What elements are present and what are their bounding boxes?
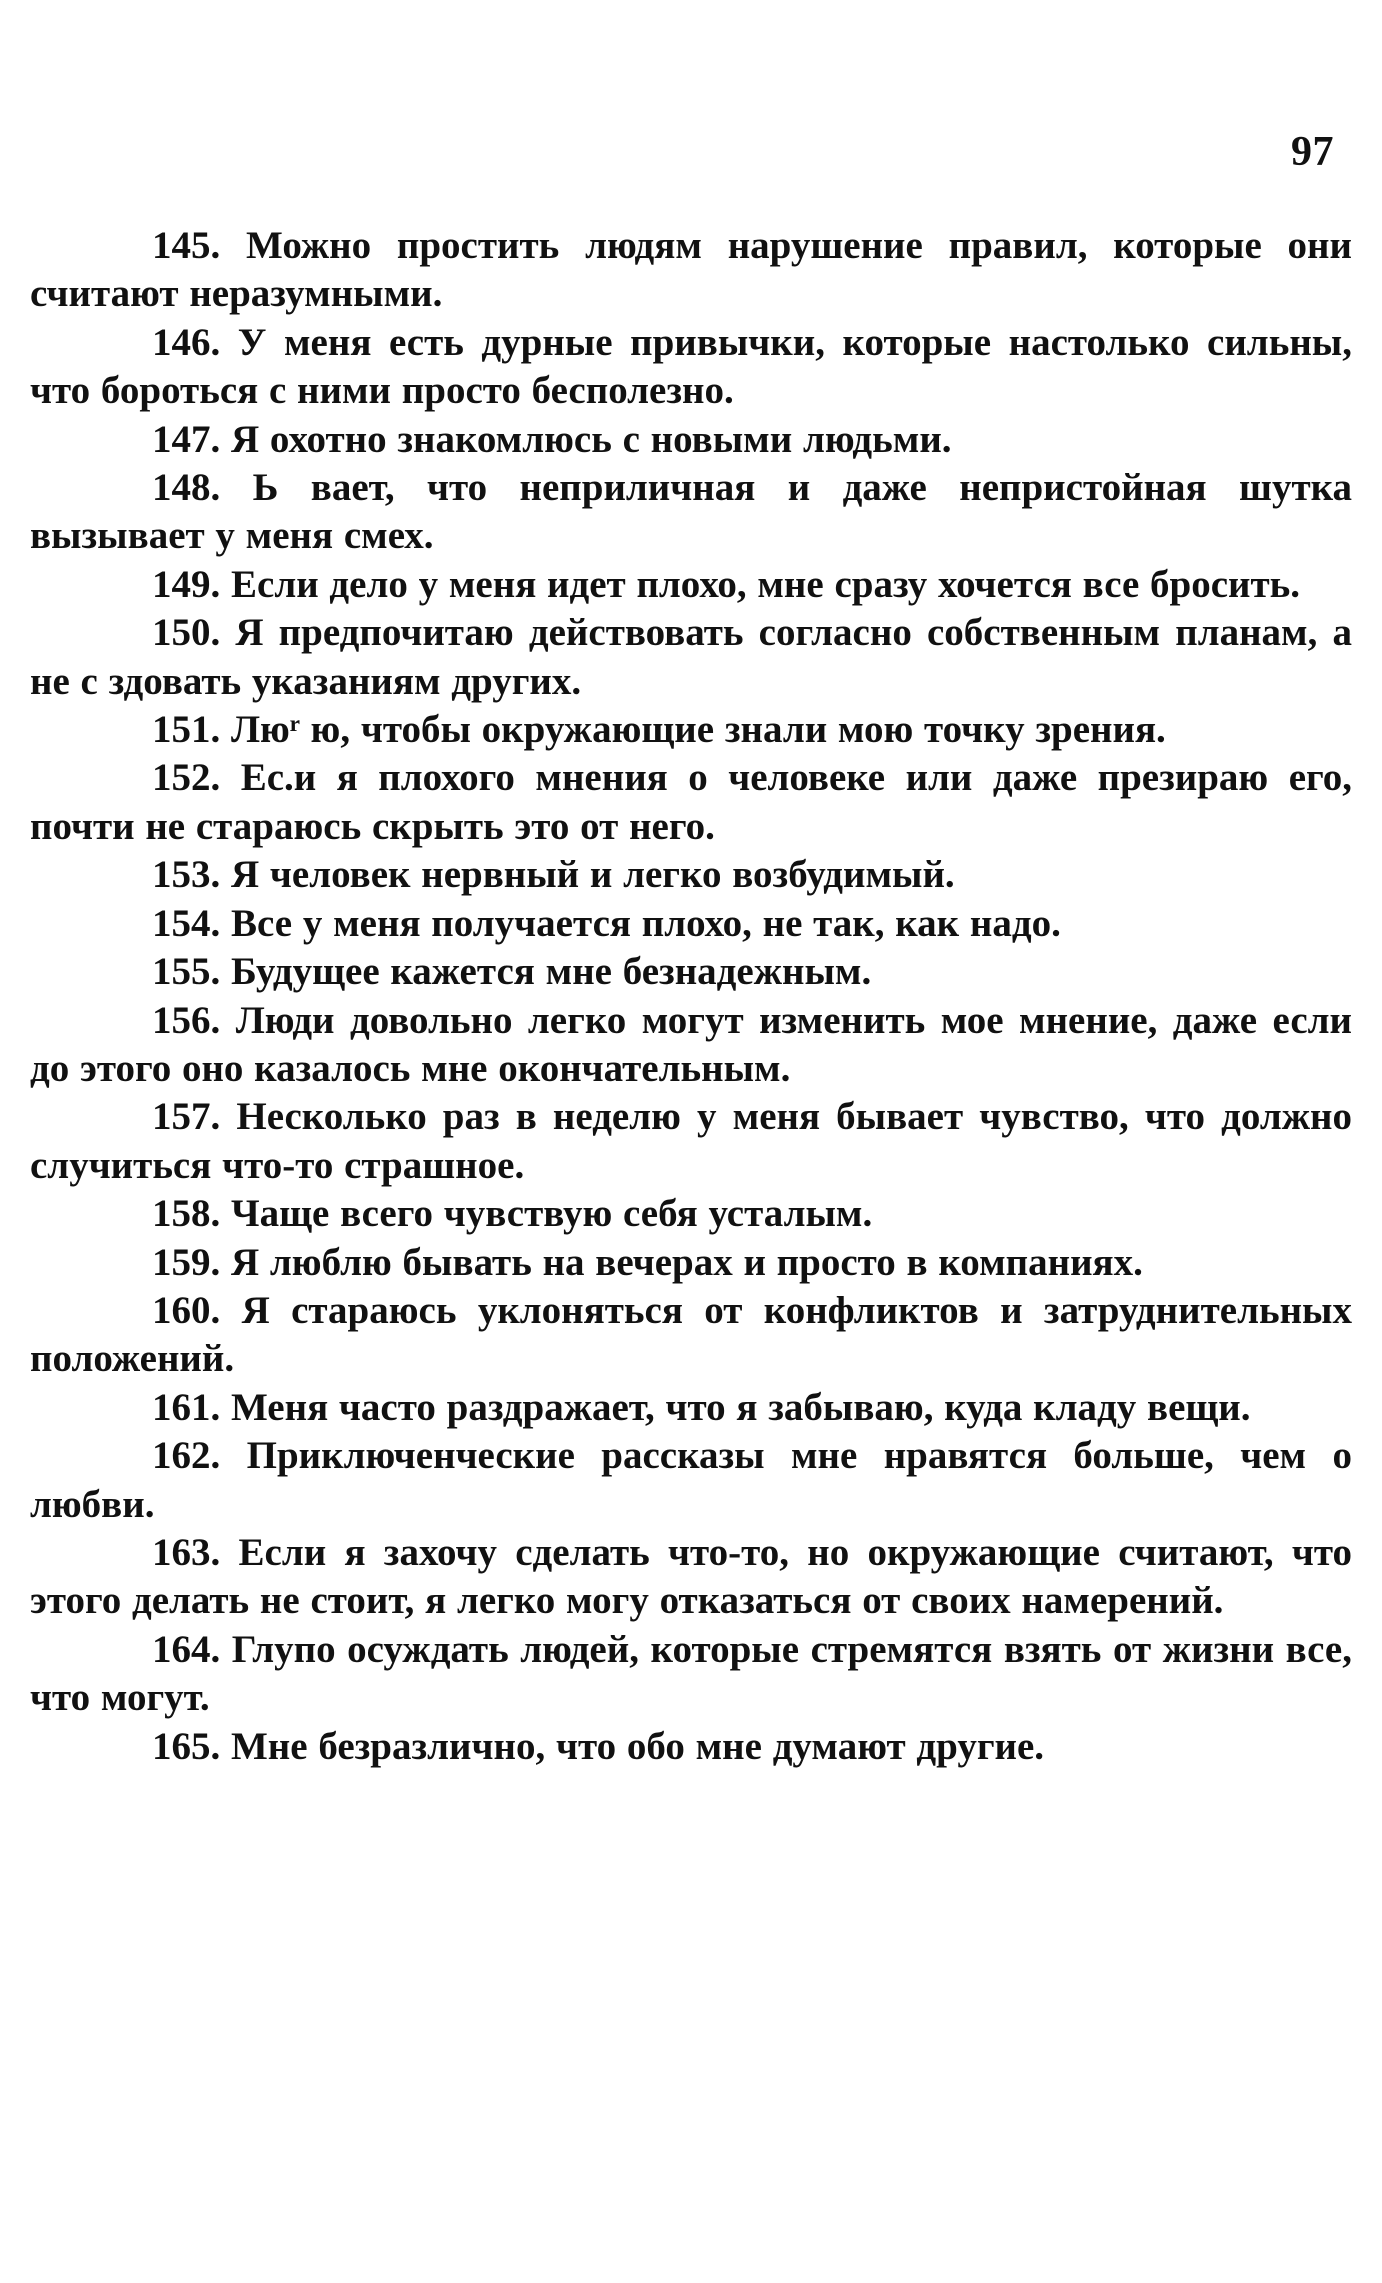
questionnaire-item: 160. Я стараюсь уклоняться от конфликтов и затруднительных положений.: [30, 1288, 1352, 1381]
questionnaire-item: 155. Будущее кажется мне безнадежным.: [152, 950, 872, 994]
questionnaire-item: 163. Если я захочу сделать что-то, но окружающие считают, что этого делать не стоит, я легко могу отказаться от своих намерений.: [30, 1530, 1352, 1623]
questionnaire-item: 165. Мне безразлично, что обо мне думают другие.: [152, 1724, 1045, 1768]
questionnaire-item: 148. Ь вает, что неприличная и даже непристойная шутка вызывает у меня смех.: [30, 466, 1352, 558]
questionnaire-item: 162. Приключенческие рассказы мне нравятся больше, чем о любви.: [30, 1434, 1352, 1526]
questionnaire-item: 158. Чаще всего чувствую себя усталым.: [152, 1192, 873, 1236]
questionnaire-item: 157. Несколько раз в неделю у меня бывает чувство, что должно случиться что-то страшное.: [30, 1095, 1352, 1187]
questionnaire-item: 151. Люʳ ю, чтобы окружающие знали мою точку зрения.: [152, 708, 1166, 752]
questionnaire-item: 161. Меня часто раздражает, что я забываю, куда кладу вещи.: [152, 1385, 1251, 1429]
questionnaire-item: 153. Я человек нервный и легко возбудимый.: [152, 853, 955, 897]
questionnaire-item: 150. Я предпочитаю действовать согласно собственным планам, а не с здовать указаниям других.: [30, 611, 1352, 703]
questionnaire-item: 154. Все у меня получается плохо, не так, как надо.: [152, 901, 1061, 945]
page-number: 97: [1291, 129, 1334, 175]
questionnaire-item: 145. Можно простить людям нарушение правил, которые они считают неразумными.: [30, 224, 1352, 316]
questionnaire-item: 147. Я охотно знакомлюсь с новыми людьми.: [152, 417, 952, 461]
questionnaire-item: 159. Я люблю бывать на вечерах и просто в компаниях.: [152, 1240, 1143, 1284]
questionnaire-item: 149. Если дело у меня идет плохо, мне сразу хочется все бросить.: [152, 562, 1301, 606]
questionnaire-item: 146. У меня есть дурные привычки, которые настолько сильны, что бороться с ними просто бесполезно.: [30, 320, 1352, 413]
questionnaire-item: 156. Люди довольно легко могут изменить мое мнение, даже если до этого оно казалось мне окончательным.: [30, 998, 1352, 1090]
questionnaire-items: [30, 222, 1352, 1771]
questionnaire-item: 164. Глупо осуждать людей, которые стремятся взять от жизни все, что могут.: [30, 1627, 1352, 1720]
questionnaire-item: 152. Ес.и я плохого мнения о человеке или даже презираю его, почти не стараюсь скрыть это от него.: [30, 756, 1352, 848]
